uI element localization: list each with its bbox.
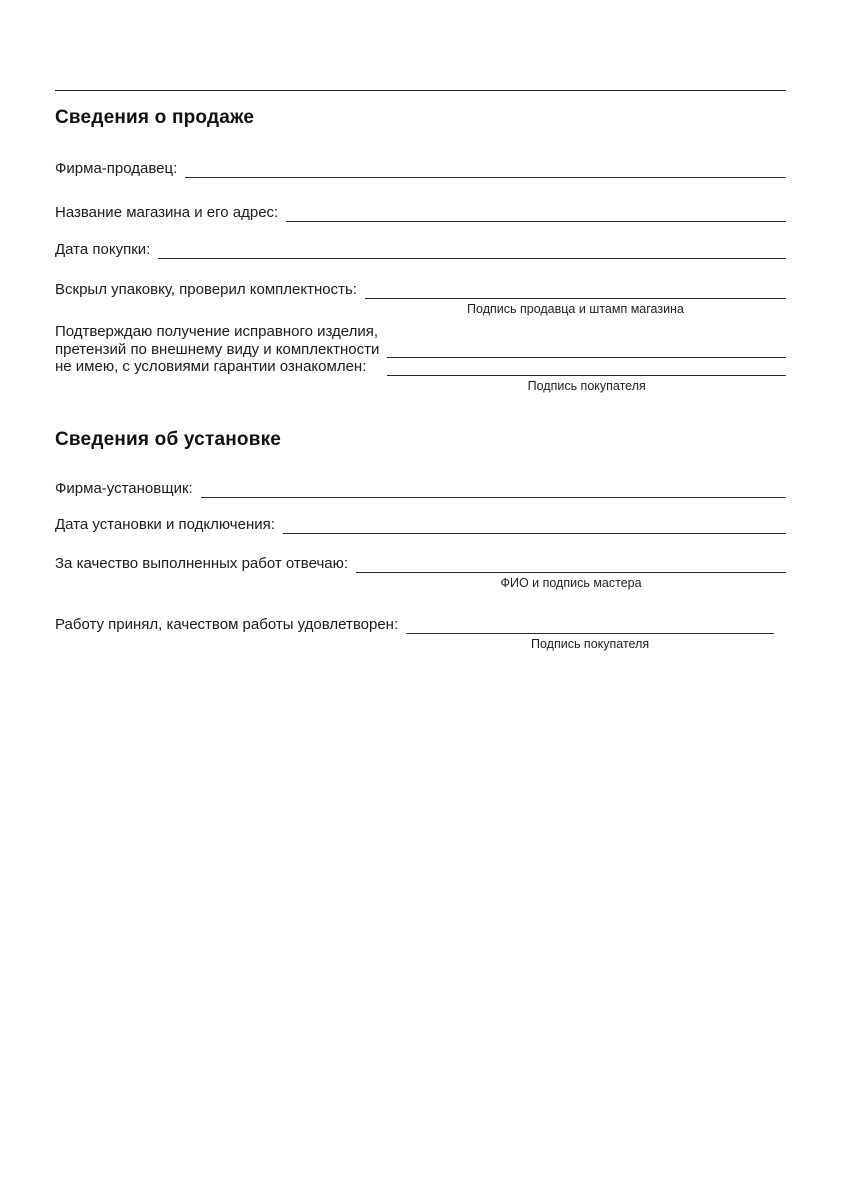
install-date-field (55, 516, 786, 534)
package-opened-field (55, 281, 786, 316)
buyer-signature-spacer (387, 323, 786, 341)
buyer-confirmation-text (55, 323, 387, 376)
shop-label: Название магазина и его адрес: (55, 204, 279, 221)
work-accepted-label: Работу принял, качеством работы удовлетворен: (55, 615, 399, 633)
buyer-confirmation-line3: не имею, с условиями гарантии ознакомлен: (55, 358, 367, 375)
package-opened-blank-line (365, 281, 786, 299)
buyer-signature-caption: Подпись покупателя (527, 378, 646, 393)
shop-field (55, 204, 786, 222)
seller-field (55, 160, 786, 178)
work-quality-field (55, 555, 786, 590)
package-opened-label: Вскрыл упаковку, проверил комплектность: (55, 281, 357, 298)
work-accepted-line-wrap (406, 616, 774, 651)
seller-signature-caption: Подпись продавца и штамп магазина (467, 302, 684, 316)
package-opened-line-wrap (365, 281, 786, 316)
buyer-confirmation-line1: Подтверждаю получение исправного изделия, (55, 323, 379, 340)
work-quality-line-wrap (356, 555, 786, 590)
work-quality-blank-line (356, 555, 786, 573)
buyer-acceptance-signature-caption: Подпись покупателя (530, 636, 650, 651)
install-date-blank-line (283, 516, 786, 534)
install-section-title: Сведения об установке (55, 428, 282, 450)
shop-blank-line (286, 204, 786, 222)
installer-field (55, 480, 786, 498)
purchase-date-blank-line (158, 241, 786, 259)
seller-blank-line (185, 160, 786, 178)
buyer-signature-blank-line-2 (387, 358, 786, 376)
work-accepted-blank-line (406, 616, 774, 634)
install-section (55, 429, 786, 651)
install-date-label: Дата установки и подключения: (55, 515, 275, 533)
purchase-date-field (55, 241, 786, 259)
top-divider (55, 90, 786, 91)
master-signature-caption: ФИО и подпись мастера (500, 575, 642, 590)
buyer-signature-blank-line-1 (387, 341, 786, 359)
purchase-date-label: Дата покупки: (55, 241, 151, 258)
installer-label: Фирма-установщик: (55, 479, 193, 497)
work-quality-label: За качество выполненных работ отвечаю: (55, 554, 349, 572)
buyer-signature-area (387, 323, 786, 393)
sale-section (55, 107, 786, 393)
work-accepted-field (55, 616, 786, 651)
buyer-confirmation-block (55, 323, 786, 393)
sale-section-title: Сведения о продаже (55, 107, 255, 128)
seller-label: Фирма-продавец: (55, 160, 178, 177)
buyer-confirmation-line2: претензий по внешнему виду и комплектности (55, 340, 380, 358)
installer-blank-line (201, 480, 786, 498)
